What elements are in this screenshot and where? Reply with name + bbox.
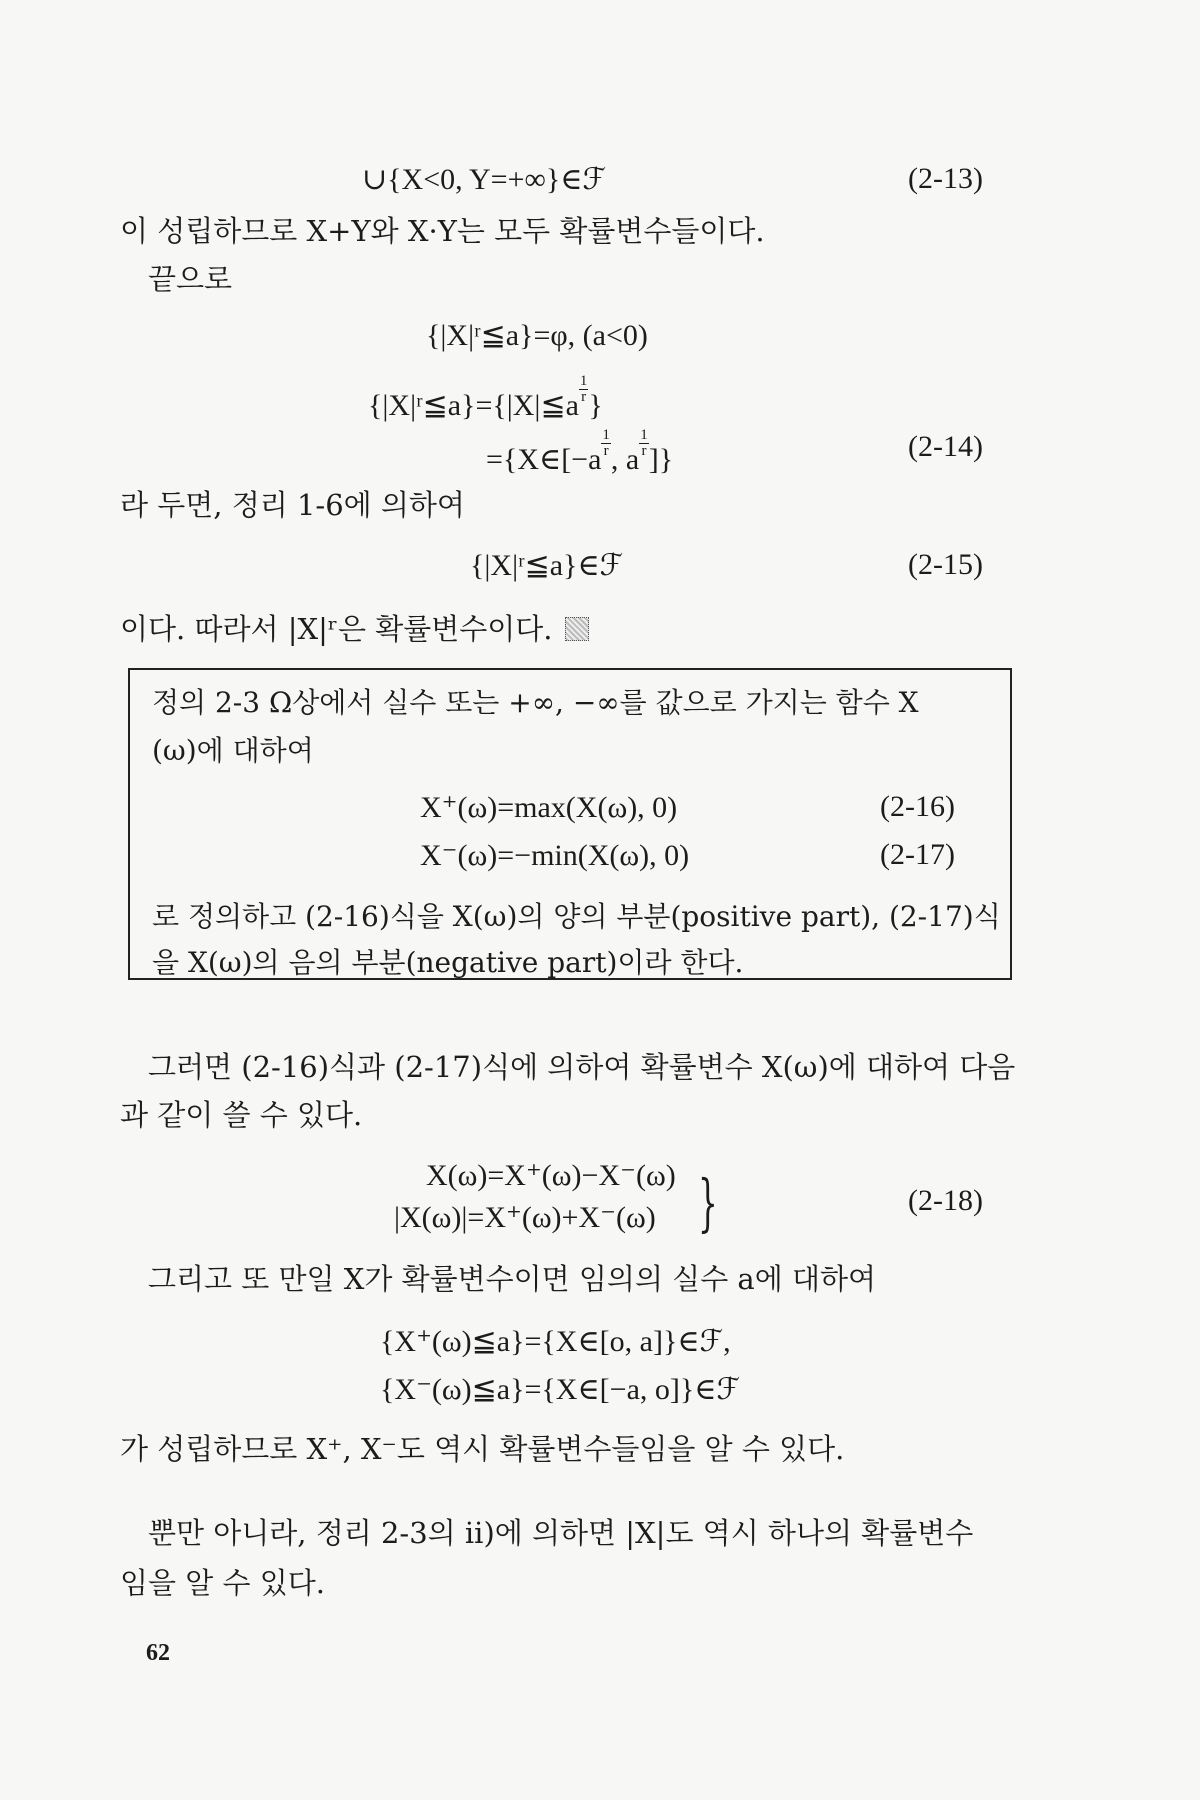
- paragraph-2: 그리고 또 만일 X가 확률변수이면 임의의 실수 a에 대하여: [148, 1262, 876, 1296]
- right-brace: }: [698, 1166, 718, 1239]
- exponent-fraction: 1 r: [602, 427, 610, 459]
- paragraph-1-line-2: 과 같이 쓸 수 있다.: [120, 1098, 363, 1132]
- equation-2-15: {|X|ʳ≦a}∈ℱ: [470, 549, 624, 582]
- definition-line-4: 을 X(ω)의 음의 부분(negative part)이라 한다.: [152, 946, 744, 979]
- equation-2-18-row2: |X(ω)|=X⁺(ω)+X⁻(ω): [394, 1201, 656, 1234]
- equation-2-14-row1: {|X|ʳ≦a}=φ, (a<0): [426, 319, 648, 352]
- text-line-3: 라 두면, 정리 1-6에 의하여: [120, 488, 465, 522]
- definition-line-3: 로 정의하고 (2-16)식을 X(ω)의 양의 부분(positive part), (2-17)식: [152, 900, 1001, 933]
- equation-number-2-15: (2-15): [908, 548, 983, 581]
- equation-2-17: X⁻(ω)=−min(X(ω), 0): [420, 839, 690, 872]
- equation-2-14-row3: ={X∈[−a $^{\frac{1}{r}}$ , a $^{\frac{1}{r}}$ ]}: [486, 427, 674, 476]
- paragraph-4-line-2: 임을 알 수 있다.: [120, 1566, 325, 1600]
- qed-square-icon: [565, 617, 589, 641]
- paragraph-1-line-1: 그러면 (2-16)식과 (2-17)식에 의하여 확률변수 X(ω)에 대하여 다음: [148, 1050, 1016, 1084]
- page-number: 62: [146, 1640, 170, 1666]
- text-line-4: 이다. 따라서 |X|ʳ은 확률변수이다.: [120, 612, 589, 647]
- equation-2-16: X⁺(ω)=max(X(ω), 0): [420, 791, 678, 824]
- equation-set-row2: {X⁻(ω)≦a}={X∈[−a, o]}∈ℱ: [380, 1373, 741, 1406]
- equation-number-2-18: (2-18): [908, 1184, 983, 1217]
- text-line-2: 끝으로: [148, 262, 233, 296]
- definition-line-1: 정의 2-3 Ω상에서 실수 또는 +∞, −∞를 값으로 가지는 함수 X: [152, 686, 919, 719]
- paragraph-4-line-1: 뿐만 아니라, 정리 2-3의 ii)에 의하면 |X|도 역시 하나의 확률변수: [148, 1516, 974, 1550]
- equation-2-14-row2: {|X|ʳ≦a}={|X|≦a $^{\frac{1}{r}}$ }: [368, 373, 603, 422]
- definition-line-2: (ω)에 대하여: [152, 734, 314, 767]
- equation-set-row1: {X⁺(ω)≦a}={X∈[o, a]}∈ℱ,: [380, 1325, 731, 1358]
- text-line-1: 이 성립하므로 X+Y와 X·Y는 모두 확률변수들이다.: [120, 214, 765, 248]
- exponent-fraction: 1 r: [640, 427, 648, 459]
- paragraph-3: 가 성립하므로 X⁺, X⁻도 역시 확률변수들임을 알 수 있다.: [120, 1432, 845, 1466]
- equation-number-2-14: (2-14): [908, 430, 983, 463]
- equation-number-2-13: (2-13): [908, 162, 983, 195]
- equation-2-18-row1: X(ω)=X⁺(ω)−X⁻(ω): [426, 1159, 676, 1192]
- equation-number-2-17: (2-17): [880, 838, 955, 871]
- exponent-fraction: 1 r: [579, 373, 588, 405]
- equation-number-2-16: (2-16): [880, 790, 955, 823]
- equation-2-13: ∪{X<0, Y=+∞}∈ℱ: [362, 163, 607, 196]
